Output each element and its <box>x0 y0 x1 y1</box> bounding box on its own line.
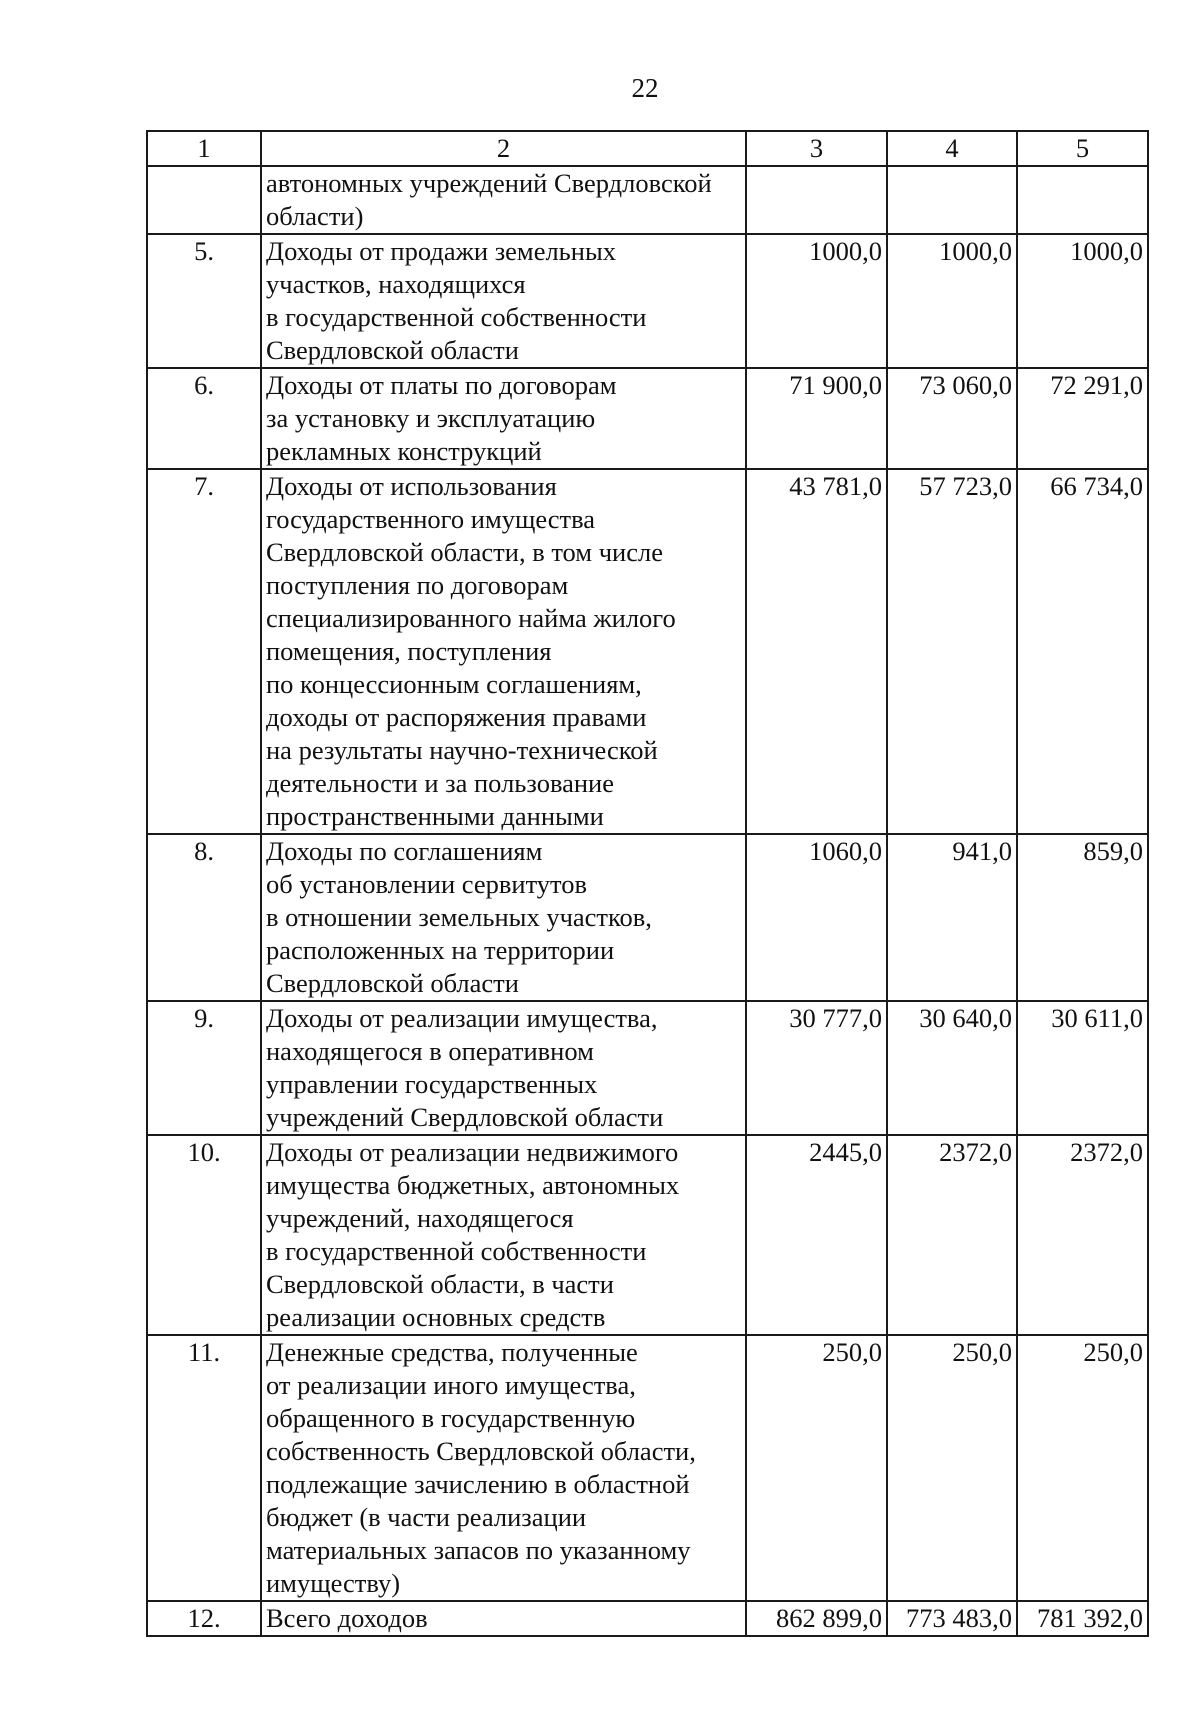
income-name <box>261 166 746 234</box>
row-number: 5. <box>147 234 261 368</box>
income-name-line: в отношении земельных участков, <box>266 902 652 932</box>
table-row <box>147 469 1148 834</box>
table-row <box>147 1135 1148 1335</box>
value-col-4: 73 060,0 <box>887 368 1017 469</box>
income-name-line: в государственной собственности <box>266 302 647 332</box>
income-name-line: Всего доходов <box>266 1603 428 1633</box>
table-row <box>147 1001 1148 1135</box>
income-name <box>261 1001 746 1135</box>
income-name <box>261 368 746 469</box>
row-number: 12. <box>147 1601 261 1636</box>
value-col-5: 66 734,0 <box>1017 469 1148 834</box>
income-name-line: Денежные средства, полученные <box>266 1337 638 1367</box>
row-number: 11. <box>147 1335 261 1601</box>
value-col-4: 30 640,0 <box>887 1001 1017 1135</box>
income-name-line: Доходы от платы по договорам <box>266 370 617 400</box>
income-name-line: бюджет (в части реализации <box>266 1502 587 1532</box>
income-name-line: Свердловской области <box>266 968 519 998</box>
income-name-line: области) <box>266 201 364 231</box>
row-number <box>147 166 261 234</box>
income-name-line: находящегося в оперативном <box>266 1036 594 1066</box>
column-header-1: 1 <box>147 131 261 166</box>
value-col-5: 1000,0 <box>1017 234 1148 368</box>
value-col-3 <box>746 166 887 234</box>
table-row <box>147 166 1148 234</box>
income-name-line: имуществу) <box>266 1568 401 1598</box>
income-name <box>261 469 746 834</box>
value-col-3: 862 899,0 <box>746 1601 887 1636</box>
table-header-row <box>147 131 1148 166</box>
income-name <box>261 834 746 1001</box>
income-name-line: за установку и эксплуатацию <box>266 403 596 433</box>
value-col-4: 773 483,0 <box>887 1601 1017 1636</box>
value-col-4: 57 723,0 <box>887 469 1017 834</box>
row-number: 10. <box>147 1135 261 1335</box>
income-name-line: Доходы от использования <box>266 471 557 501</box>
income-name-line: поступления по договорам <box>266 570 569 600</box>
column-header-5: 5 <box>1017 131 1148 166</box>
income-name-line: на результаты научно-технической <box>266 735 658 765</box>
value-col-3: 250,0 <box>746 1335 887 1601</box>
value-col-5: 2372,0 <box>1017 1135 1148 1335</box>
income-name-line: автономных учреждений Свердловской <box>266 168 712 198</box>
income-name-line: участков, находящихся <box>266 269 526 299</box>
income-name-line: деятельности и за пользование <box>266 768 614 798</box>
table-row <box>147 368 1148 469</box>
table-row <box>147 1601 1148 1636</box>
income-name-line: Свердловской области, в части <box>266 1269 614 1299</box>
value-col-5 <box>1017 166 1148 234</box>
income-name-line: Доходы по соглашениям <box>266 836 543 866</box>
income-name <box>261 1601 746 1636</box>
row-number: 7. <box>147 469 261 834</box>
value-col-3: 1000,0 <box>746 234 887 368</box>
income-name-line: рекламных конструкций <box>266 436 542 466</box>
value-col-3: 30 777,0 <box>746 1001 887 1135</box>
income-name-line: Доходы от реализации имущества, <box>266 1003 658 1033</box>
income-name-line: управлении государственных <box>266 1069 598 1099</box>
income-name <box>261 1135 746 1335</box>
row-number: 6. <box>147 368 261 469</box>
income-name-line: по концессионным соглашениям, <box>266 669 642 699</box>
income-name-line: материальных запасов по указанному <box>266 1535 691 1565</box>
income-name-line: помещения, поступления <box>266 636 552 666</box>
value-col-4: 2372,0 <box>887 1135 1017 1335</box>
income-name-line: доходы от распоряжения правами <box>266 702 647 732</box>
income-name <box>261 234 746 368</box>
value-col-3: 43 781,0 <box>746 469 887 834</box>
income-name-line: Свердловской области, в том числе <box>266 537 663 567</box>
income-name-line: учреждений, находящегося <box>266 1203 574 1233</box>
income-name-line: подлежащие зачислению в областной <box>266 1469 690 1499</box>
income-name-line: в государственной собственности <box>266 1236 647 1266</box>
row-number: 9. <box>147 1001 261 1135</box>
income-name-line: государственного имущества <box>266 504 596 534</box>
income-name-line: пространственными данными <box>266 801 604 831</box>
income-name <box>261 1335 746 1601</box>
income-name-line: Свердловской области <box>266 335 519 365</box>
income-name-line: расположенных на территории <box>266 935 615 965</box>
income-name-line: об установлении сервитутов <box>266 869 588 899</box>
income-name-line: специализированного найма жилого <box>266 603 676 633</box>
row-number: 8. <box>147 834 261 1001</box>
value-col-5: 859,0 <box>1017 834 1148 1001</box>
value-col-5: 250,0 <box>1017 1335 1148 1601</box>
table-row <box>147 1335 1148 1601</box>
value-col-5: 781 392,0 <box>1017 1601 1148 1636</box>
value-col-4: 250,0 <box>887 1335 1017 1601</box>
column-header-3: 3 <box>746 131 887 166</box>
table-row <box>147 234 1148 368</box>
value-col-3: 1060,0 <box>746 834 887 1001</box>
income-name-line: Доходы от продажи земельных <box>266 236 616 266</box>
income-name-line: от реализации иного имущества, <box>266 1370 636 1400</box>
income-table <box>146 130 1149 1637</box>
value-col-3: 71 900,0 <box>746 368 887 469</box>
income-name-line: обращенного в государственную <box>266 1403 636 1433</box>
income-name-line: собственность Свердловской области, <box>266 1436 696 1466</box>
column-header-2: 2 <box>261 131 746 166</box>
value-col-5: 72 291,0 <box>1017 368 1148 469</box>
income-name-line: реализации основных средств <box>266 1302 606 1332</box>
value-col-4: 941,0 <box>887 834 1017 1001</box>
value-col-5: 30 611,0 <box>1017 1001 1148 1135</box>
value-col-4: 1000,0 <box>887 234 1017 368</box>
income-name-line: учреждений Свердловской области <box>266 1102 664 1132</box>
table-row <box>147 834 1148 1001</box>
value-col-3: 2445,0 <box>746 1135 887 1335</box>
income-name-line: имущества бюджетных, автономных <box>266 1170 680 1200</box>
page-number: 22 <box>631 73 659 103</box>
income-name-line: Доходы от реализации недвижимого <box>266 1137 679 1167</box>
value-col-4 <box>887 166 1017 234</box>
column-header-4: 4 <box>887 131 1017 166</box>
